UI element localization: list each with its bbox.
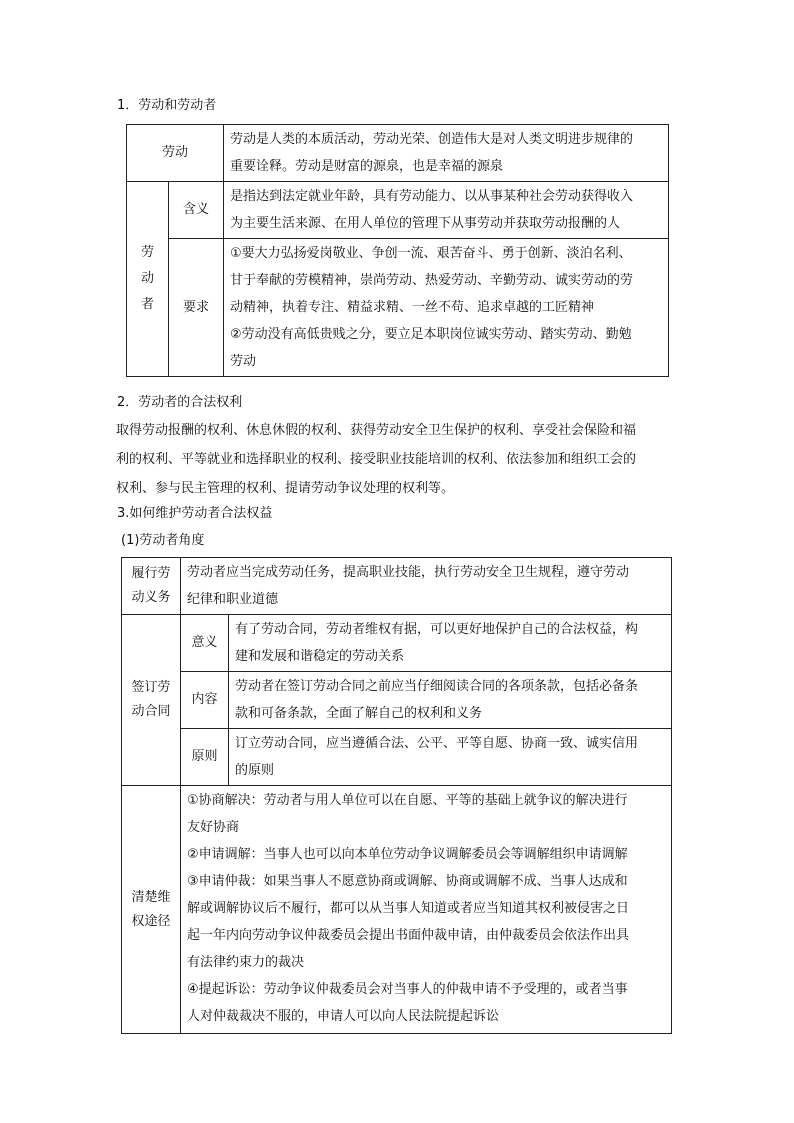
rights-path-desc: ①协商解决：劳动者与用人单位可以在自愿、平等的基础上就争议的解决进行 友好协商 ②申请调解：当事人也可以向本单位劳动争议调解委员会等调解组织申请调解 ③申请仲裁：如果当事人不愿意协商或调解、协商或调解不成、当事人达成和 解或调解协议后不履行，都可以从当事人知道或者应当知道其权利被侵害之日 起一年内向劳动争议仲裁委员会提出书面仲裁申请，由仲裁委员会依法作出具 有法律约束力的裁决 ④提起诉讼：劳动争议仲裁委员会对当事人的仲裁申请不予受理的，或者当事 人对仲裁裁决不服的，申请人可以向人民法院提起诉讼	[181, 786, 672, 1034]
duty-label: 履行劳 动义务	[122, 558, 181, 615]
section2-body: 取得劳动报酬的权利、休息休假的权利、获得劳动安全卫生保护的权利、享受社会保险和福 利的权利、平等就业和选择职业的权利、接受职业技能培训的权利、依法参加和组织工会的 权利、参与民主管理的权利、提请劳动争议处理的权利等。	[116, 423, 637, 496]
contract-principle-label: 原则	[181, 729, 229, 786]
labor-table	[126, 124, 669, 377]
section1-heading: 1．劳动和劳动者	[117, 98, 217, 113]
contract-meaning-label: 意义	[181, 615, 229, 672]
rights-table	[121, 557, 672, 1034]
contract-content-label: 内容	[181, 672, 229, 729]
require-desc: ①要大力弘扬爱岗敬业、争创一流、艰苦奋斗、勇于创新、淡泊名利、 甘于奉献的劳模精神，崇尚劳动、热爱劳动、辛勤劳动、诚实劳动的劳 动精神，执着专注、精益求精、一丝不苟、追求卓越的工匠精神 ②劳动没有高低贵贱之分，要立足本职岗位诚实劳动、踏实劳动、勤勉 劳动	[224, 239, 669, 377]
section3-subheading: (1)劳动者角度	[121, 533, 205, 548]
rights-path-label: 清楚维 权途径	[122, 786, 181, 1034]
contract-content-desc: 劳动者在签订劳动合同之前应当仔细阅读合同的各项条款，包括必备条 款和可备条款，全面了解自己的权利和义务	[229, 672, 672, 729]
duty-desc: 劳动者应当完成劳动任务，提高职业技能，执行劳动安全卫生规程，遵守劳动 纪律和职业道德	[181, 558, 672, 615]
meaning-desc: 是指达到法定就业年龄，具有劳动能力、以从事某种社会劳动获得收入 为主要生活来源、在用人单位的管理下从事劳动并获取劳动报酬的人	[224, 182, 669, 239]
section3-heading: 3.如何维护劳动者合法权益	[117, 506, 273, 521]
contract-label: 签订劳 动合同	[122, 615, 181, 786]
labor-desc: 劳动是人类的本质活动，劳动光荣、创造伟大是对人类文明进步规律的 重要诠释。劳动是财富的源泉，也是幸福的源泉	[224, 125, 669, 182]
meaning-label: 含义	[169, 182, 224, 239]
labor-label: 劳动	[127, 125, 224, 182]
require-label: 要求	[169, 239, 224, 377]
contract-meaning-desc: 有了劳动合同，劳动者维权有据，可以更好地保护自己的合法权益，构 建和发展和谐稳定的劳动关系	[229, 615, 672, 672]
section2-heading: 2．劳动者的合法权利	[117, 395, 243, 410]
contract-principle-desc: 订立劳动合同，应当遵循合法、公平、平等自愿、协商一致、诚实信用 的原则	[229, 729, 672, 786]
worker-label: 劳 动 者	[127, 182, 169, 377]
